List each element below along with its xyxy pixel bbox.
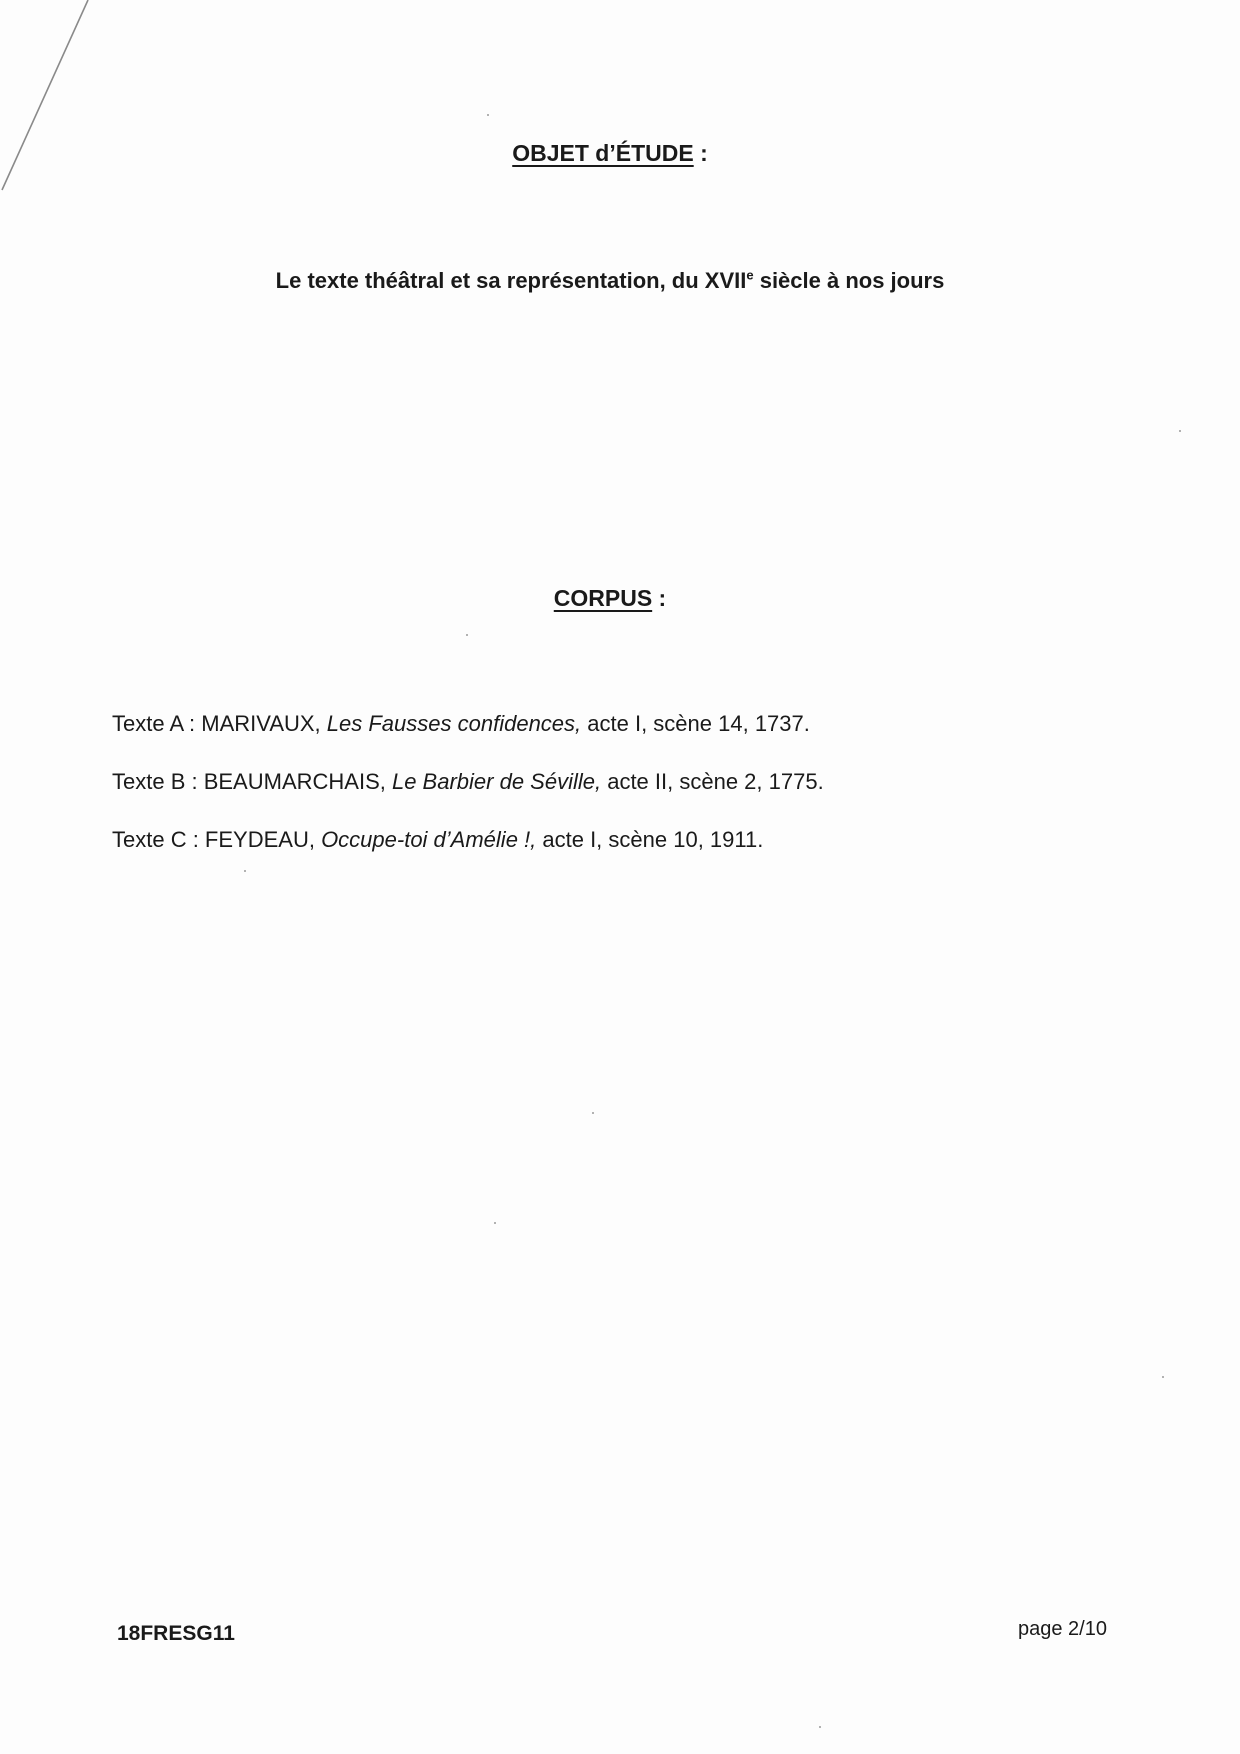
corpus-item-a: [112, 710, 1112, 768]
scan-speck: [592, 1112, 594, 1114]
scan-speck: [487, 114, 489, 116]
corpus-item-prefix: Texte B : BEAUMARCHAIS,: [112, 769, 392, 794]
scan-edge-mark: [0, 0, 120, 220]
subtitle-text-end: siècle à nos jours: [753, 268, 945, 293]
scan-speck: [466, 634, 468, 636]
corpus-item-title: Le Barbier de Séville,: [391, 769, 602, 794]
corpus-item-prefix: Texte A : MARIVAUX,: [112, 711, 327, 736]
scan-speck: [494, 1222, 496, 1224]
corpus-item-title: Les Fausses confidences,: [326, 711, 582, 736]
footer-document-code: 18FRESG11: [117, 1622, 235, 1645]
corpus-item-suffix: acte I, scène 14, 1737.: [581, 711, 810, 736]
scan-speck: [819, 1726, 821, 1728]
corpus-label: CORPUS: [553, 585, 653, 611]
corpus-item-suffix: acte I, scène 10, 1911.: [536, 827, 764, 852]
objet-etude-heading: [50, 140, 1170, 167]
subtitle-superscript: e: [746, 267, 754, 283]
corpus-item-b: [112, 768, 1112, 826]
scan-speck: [1179, 430, 1181, 432]
objet-etude-label: OBJET d’ÉTUDE: [512, 140, 694, 166]
corpus-colon: :: [652, 585, 667, 611]
objet-etude-colon: :: [693, 140, 708, 166]
footer-page-number: page 2/10: [1018, 1618, 1107, 1640]
corpus-item-suffix: acte II, scène 2, 1775.: [601, 769, 824, 794]
scan-speck: [1162, 1376, 1164, 1378]
subtitle-text-start: Le texte théâtral et sa représentation, du XVII: [275, 268, 747, 293]
corpus-list: [112, 710, 1112, 884]
corpus-heading: [50, 585, 1170, 612]
corpus-item-c: [112, 826, 1112, 884]
objet-etude-subtitle: [60, 268, 1160, 294]
corpus-item-prefix: Texte C : FEYDEAU,: [112, 827, 322, 852]
scan-speck: [244, 870, 246, 872]
corpus-item-title: Occupe-toi d’Amélie !,: [321, 827, 537, 852]
